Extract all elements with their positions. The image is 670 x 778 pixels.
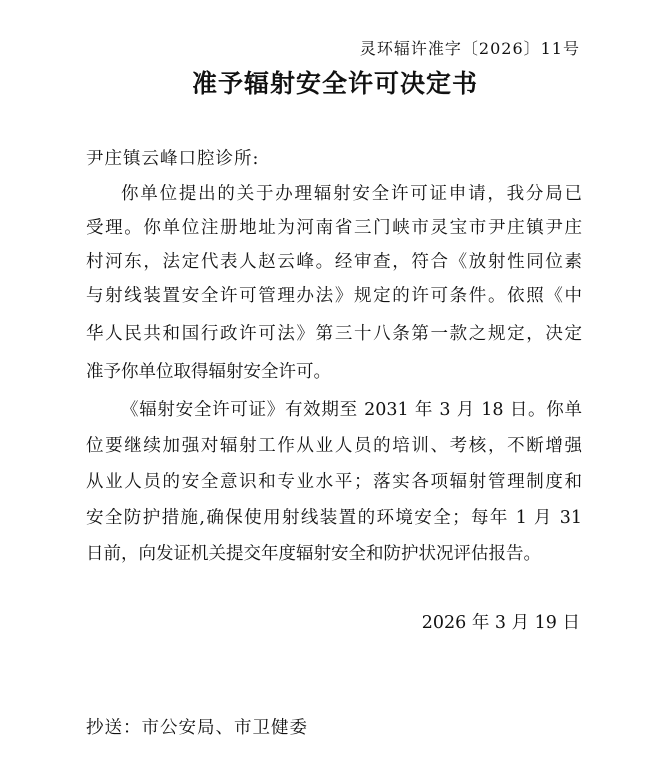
signature-date: 2026 年 3 月 19 日 (421, 613, 580, 633)
paragraph-1-line-5: 华人民共和国行政许可法》第三十八条第一款之规定，决定 (86, 324, 582, 344)
carbon-copy-recipients: 抄送：市公安局、市卫健委 (86, 718, 308, 738)
paragraph-1-line-6: 准予你单位取得辐射安全许可。 (86, 362, 331, 382)
paragraph-1-line-1: 你单位提出的关于办理辐射安全许可证申请，我分局已 (121, 184, 582, 204)
paragraph-2-line-3: 从业人员的安全意识和专业水平；落实各项辐射管理制度和 (86, 472, 582, 492)
paragraph-2-line-2: 位要继续加强对辐射工作从业人员的培训、考核，不断增强 (86, 436, 582, 456)
paragraph-2-line-1: 《辐射安全许可证》有效期至 2031 年 3 月 18 日。你单 (121, 400, 582, 420)
paragraph-2-line-4: 安全防护措施,确保使用射线装置的环境安全；每年 1 月 31 (86, 508, 582, 528)
paragraph-2-line-5: 日前，向发证机关提交年度辐射安全和防护状况评估报告。 (86, 544, 541, 564)
document-title: 准予辐射安全许可决定书 (191, 69, 478, 98)
salutation: 尹庄镇云峰口腔诊所: (86, 149, 260, 169)
paragraph-1-line-4: 与射线装置安全许可管理办法》规定的许可条件。依照《中 (86, 286, 582, 306)
paragraph-1-line-2: 受理。你单位注册地址为河南省三门峡市灵宝市尹庄镇尹庄 (86, 218, 582, 238)
document-number: 灵环辐许准字〔2026〕11号 (359, 39, 580, 58)
paragraph-1-line-3: 村河东，法定代表人赵云峰。经审查，符合《放射性同位素 (86, 252, 582, 272)
